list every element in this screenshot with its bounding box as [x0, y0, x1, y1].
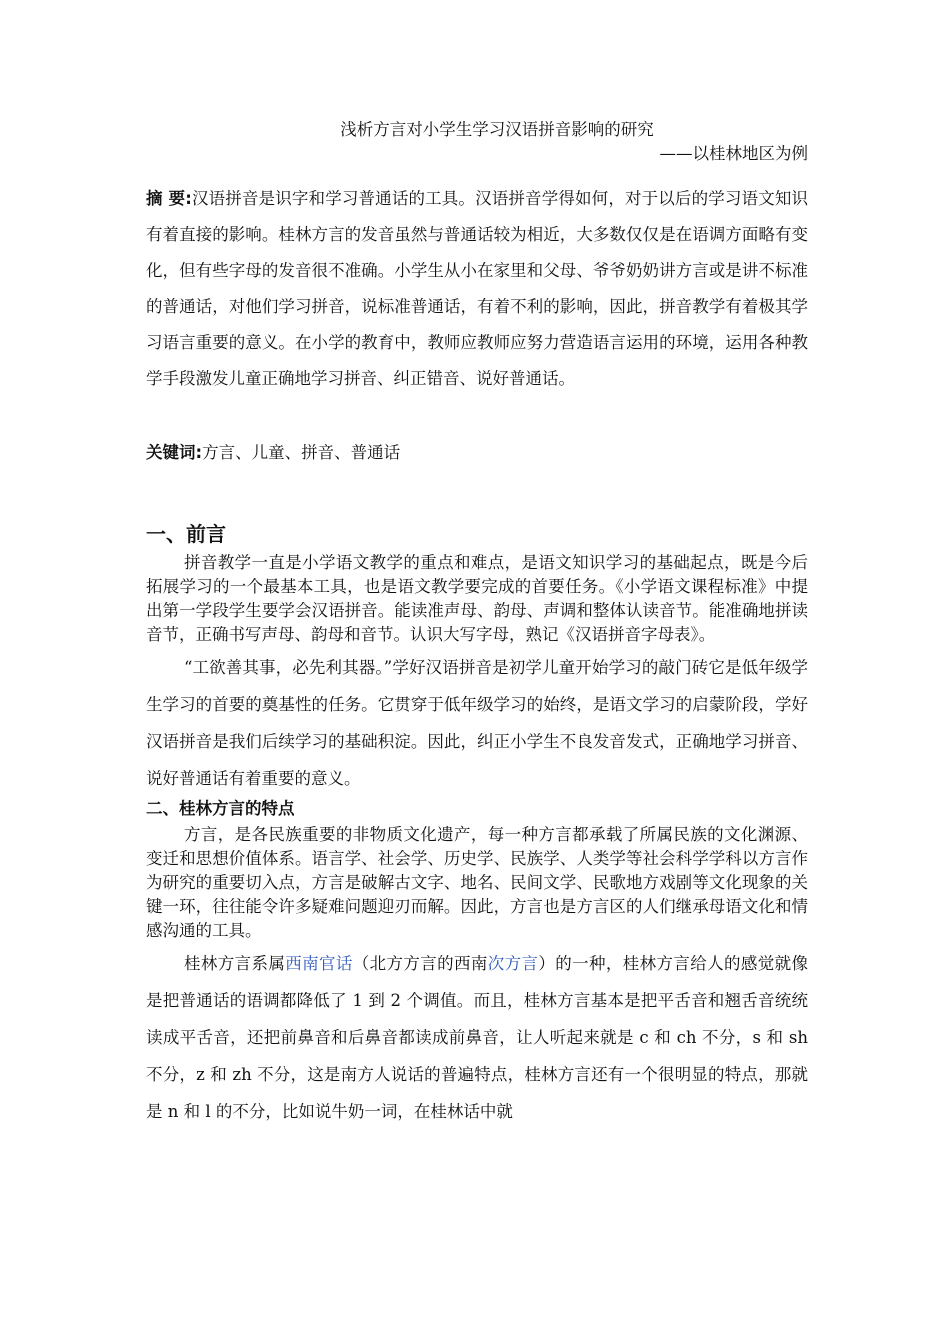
document-title: 浅析方言对小学生学习汉语拼音影响的研究	[340, 120, 654, 139]
section2-paragraph-1: 方言，是各民族重要的非物质文化遗产，每一种方言都承载了所属民族的文化渊源、变迁和思想价值体系。语言学、社会学、历史学、民族学、人类学等社会科学学科以方言作为研究的重要切入点，方言是破解古文字、地名、民间文学、民歌地方戏剧等文化现象的关键一环，往往能令许多疑难问题迎刃而解。因此，方言也是方言区的人们继承母语文化和情感沟通的工具。	[146, 825, 808, 940]
document-page	[146, 118, 808, 1130]
document-subtitle: ——以桂林地区为例	[659, 144, 808, 163]
section1-paragraph-2: “工欲善其事，必先利其器。”学好汉语拼音是初学儿童开始学习的敲门砖它是低年级学生学习的首要的奠基性的任务。它贯穿于低年级学习的始终，是语文学习的启蒙阶段，学好汉语拼音是我们后续学习的基础积淀。因此，纠正小学生不良发音发式，正确地学习拼音、说好普通话有着重要的意义。	[146, 658, 808, 788]
section2-p2-text-a: 桂林方言系属	[183, 954, 286, 973]
link-southwest-mandarin[interactable]: 西南官话	[285, 954, 353, 973]
keywords-text: 方言、儿童、拼音、普通话	[202, 443, 401, 462]
section-heading-guilin-dialect: 二、桂林方言的特点	[146, 799, 295, 818]
section2-p2-text-b: （北方方言的西南	[352, 954, 488, 973]
link-sub-dialect[interactable]: 次方言	[487, 954, 539, 973]
section2-paragraph-2	[146, 945, 808, 1130]
keywords-label: 关键词:	[146, 443, 203, 462]
section2-p2-text-c: ）的一种，桂林方言给人的感觉就像是把普通话的语调都降低了 1 到 2 个调值。而且，桂林方言基本是把平舌音和翘舌音统统读成平舌音，还把前鼻音和后鼻音都读成前鼻音，让人听起来就是 c 和 ch 不分，s 和 sh 不分，z 和 zh 不分，这是南方人说话的普遍特点，桂林方言还有一个很明显的特点，那就是 n 和 l 的不分，比如说牛奶一词，在桂林话中就	[146, 954, 809, 1121]
abstract-paragraph	[146, 181, 808, 397]
section-heading-introduction: 一、前言	[146, 522, 226, 546]
keywords-line	[146, 441, 808, 465]
section1-paragraph-1: 拼音教学一直是小学语文教学的重点和难点，是语文知识学习的基础起点，既是今后拓展学习的一个最基本工具，也是语文教学要完成的首要任务。《小学语文课程标准》中提出第一学段学生要学会汉语拼音。能读准声母、韵母、声调和整体认读音节。能准确地拼读音节，正确书写声母、韵母和音节。认识大写字母，熟记《汉语拼音字母表》。	[146, 553, 808, 644]
abstract-label: 摘 要:	[146, 189, 192, 208]
abstract-text: 汉语拼音是识字和学习普通话的工具。汉语拼音学得如何，对于以后的学习语文知识有着直接的影响。桂林方言的发音虽然与普通话较为相近，大多数仅仅是在语调方面略有变化，但有些字母的发音很不准确。小学生从小在家里和父母、爷爷奶奶讲方言或是讲不标准的普通话，对他们学习拼音，说标准普通话，有着不利的影响，因此，拼音教学有着极其学习语言重要的意义。在小学的教育中，教师应教师应努力营造语言运用的环境，运用各种教学手段激发儿童正确地学习拼音、纠正错音、说好普通话。	[146, 189, 809, 388]
